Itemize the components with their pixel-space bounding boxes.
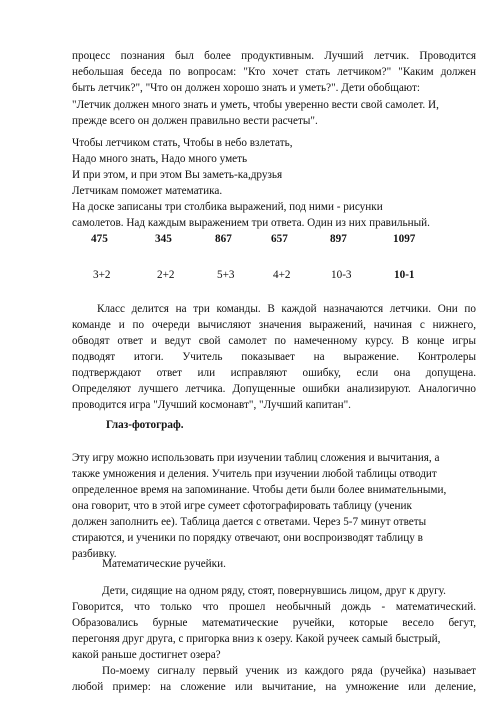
expression: 3+2 (93, 269, 111, 281)
paragraph-line: "Летчик должен много знать и уметь, чтобы уверенно вести свой самолет. И, (72, 99, 439, 111)
answer-value: 475 (91, 233, 108, 245)
paragraph-line: Класс делится на три команды. В каждой назначаются летчики. Они по (97, 303, 476, 315)
paragraph-line: прежде всего он должен правильно вести расчеты". (72, 115, 318, 127)
expression: 10-3 (331, 269, 352, 281)
paragraph-line: определенное время на запоминание. Чтобы дети были более внимательными, (72, 484, 447, 496)
answer-value: 657 (271, 233, 288, 245)
expression: 4+2 (273, 269, 291, 281)
paragraph-line: команде и по очереди вычисляют значения выражений, начиная с нижнего, (72, 319, 476, 331)
paragraph-line: обводят ответ и ведут свой самолет по намеченному курсу. В конце игры (72, 335, 476, 347)
board-line: На доске записаны три столбика выражений, под ними - рисунки (72, 201, 383, 213)
paragraph-line: также умножения и деления. Учитель при изучении любой таблицы отводит (72, 468, 437, 480)
poem-line: Летчикам поможет математика. (72, 185, 223, 197)
paragraph-line: Определяют лучшего летчика. Допущенные ошибки анализируют. Аналогично (72, 383, 476, 395)
paragraph-line: Образовались бурные математические ручейки, которые весело бегут, (72, 617, 476, 629)
paragraph-line: Дети, сидящие на одном ряду, стоят, повернувшись лицом, друг к другу. (102, 585, 446, 597)
expression: 5+3 (217, 269, 235, 281)
expression: 2+2 (157, 269, 175, 281)
paragraph-line: быть летчик?", "Что он должен хорошо знать и уметь?". Дети обобщают: (72, 82, 420, 94)
paragraph-line: разбивку. (72, 548, 117, 560)
board-line: самолетов. Над каждым выражением три ответа. Один из них правильный. (72, 217, 430, 229)
section-heading: Математические ручейки. (102, 558, 226, 570)
paragraph-line: подводят итоги. Учитель показывает на выражение. Контролеры (72, 351, 476, 363)
poem-line: Надо много знать, Надо много уметь (72, 153, 248, 165)
paragraph-line: процесс познания был более продуктивным. Лучший летчик. Проводится (72, 50, 476, 62)
answer-value: 345 (155, 233, 172, 245)
answer-value: 867 (215, 233, 232, 245)
paragraph-line: должен заполнить ее). Таблица дается с ответами. Через 5-7 минут ответы (72, 516, 427, 528)
answer-value: 897 (330, 233, 347, 245)
poem-line: И при этом, и при этом Вы заметь-ка,друзья (72, 169, 283, 181)
paragraph-line: стираются, и ученики по порядку отвечают, они воспроизводят таблицу в (72, 532, 423, 544)
paragraph-line: перегоняя друг друга, с пригорка вниз к озеру. Какой ручеек самый быстрый, (72, 633, 441, 645)
paragraph-line: любой пример: на сложение или вычитание, на умножение или деление, (72, 681, 476, 693)
paragraph-line: проводится игра "Лучший космонавт", "Лучший капитан". (72, 399, 351, 411)
paragraph-line: какой раньше достигнет озера? (72, 649, 221, 661)
paragraph-line: Говорится, что только что прошел необычный дождь - математический. (72, 601, 476, 613)
paragraph-line: подтверждают ответ или исправляют ошибку, если она допущена. (72, 367, 476, 379)
paragraph-line: По-моему сигналу первый ученик из каждого ряда (ручейка) называет (102, 665, 476, 677)
poem-line: Чтобы летчиком стать, Чтобы в небо взлетать, (72, 137, 293, 149)
paragraph-line: небольшая беседа по вопросам: "Кто хочет стать летчиком?" "Каким должен (72, 66, 476, 78)
section-heading: Глаз-фотограф. (106, 419, 184, 431)
paragraph-line: Эту игру можно использовать при изучении таблиц сложения и вычитания, а (72, 452, 440, 464)
answer-value: 1097 (393, 233, 416, 245)
paragraph-line: она говорит, что в этой игре сумеет сфотографировать таблицу (ученик (72, 500, 412, 512)
expression: 10-1 (394, 269, 415, 281)
